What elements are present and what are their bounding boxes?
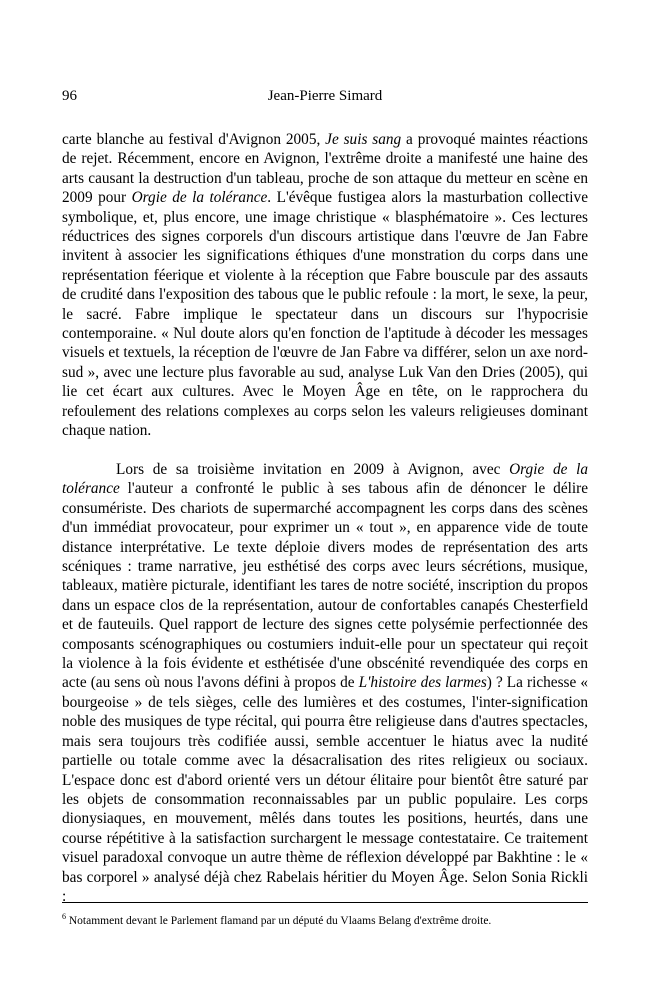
- body-paragraph-1: [62, 130, 588, 441]
- footnote-text: Notamment devant le Parlement flamand par un député du Vlaams Belang d'extrême droite.: [66, 914, 492, 927]
- body-paragraph-2: [62, 460, 588, 906]
- text-span: Lors de sa troisième invitation en 2009 à Avignon, avec: [116, 461, 510, 478]
- footnote: [62, 910, 588, 928]
- footnote-marker: 6: [62, 912, 66, 921]
- text-span: l'auteur a confronté le public à ses tabous afin de dénoncer le délire consumériste. Des chariots de supermarché accompagnent les corps dans des scènes d'un immédiat provocateur, pour exprimer un « tout », en apparence vide de toute distance interprétative. Le texte déploie divers modes de représentation des arts scéniques : trame narrative, jeu esthétisé des corps avec leurs sécrétions, musique, tableaux, matière picturale, identifiant les tares de notre société, inscription du propos dans un espace clos de la représentation, autour de confortables canapés Chesterfield et de fauteuils. Quel rapport de lecture des signes cette polysémie perfectionnée des composants scénographiques ou costumiers induit-elle pour un spectateur qui reçoit la violence à la fois évidente et esthétisée d'une obscénité revendiquée des corps en acte (au sens où nous l'avons défini à propos de: [62, 480, 588, 692]
- running-head-author: Jean-Pierre Simard: [267, 88, 383, 104]
- footnote-divider: [62, 902, 588, 903]
- text-span: a provoqué maintes réactions de rejet. Récemment, encore en Avignon, l'extrême droite a manifesté une haine des arts causant la destruction d'un tableau, proche de son attaque du metteur en scène en 2009 pour: [62, 131, 588, 207]
- running-header: [62, 88, 588, 106]
- play-title: Orgie de la tolérance: [131, 189, 268, 207]
- text-span: carte blanche au festival d'Avignon 2005,: [62, 131, 326, 148]
- play-title: Je suis sang: [325, 131, 402, 148]
- text-span: . L'évêque fustigea alors la masturbation collective symbolique, et, plus encore, une image christique « blasphématoire ». Ces lectures réductrices des signes corporels d'un discours artistique dans l'œuvre de Jan Fabre invitent à associer les significations éthiques d'une monstration du corps dans une représentation féerique et violente à la réception que Fabre bouscule par des assauts de crudité dans l'exposition des tabous que le public refoule : la mort, le sexe, la peur, le sacré. Fabre implique le spectateur dans un discours sur l'hypocrisie contemporaine. « Nul doute alors qu'en fonction de l'aptitude à décoder les messages visuels et textuels, la réception de l'œuvre de Jan Fabre va différer, selon un axe nord-sud », avec une lecture plus favorable au sud, analyse Luk Van den Dries (2005), qui lie cet écart aux cultures. Avec le Moyen Âge en tête, on le rapprochera du refoulement des relations complexes au corps selon les valeurs religieuses dominant chaque nation.: [62, 189, 588, 440]
- play-title: L'histoire des larmes: [358, 674, 487, 692]
- play-title: Orgie de la tolérance: [62, 461, 588, 498]
- page-number: 96: [62, 88, 77, 104]
- text-span: ) ? La richesse « bourgeoise » de tels sièges, celle des lumières et des costumes, l'inter-signification noble des musiques de type récital, qui pourra être religieuse dans d'autres spectacles, mais sera toujours très codifiée aussi, semble accentuer le hiatus avec la nudité partielle ou totale comme avec la désacralisation des rites religieux ou sociaux. L'espace donc est d'abord orienté vers un détour élitaire pour bientôt être saturé par les objets de consommation reconnaissables par un public populaire. Les corps dionysiaques, en mouvement, mêlés dans toutes les positions, heurtés, dans une course répétitive à la satisfaction surchargent le message contestataire. Ce traitement visuel paradoxal convoque un autre thème de réflexion développé par Bakhtine : le « bas corporel » analysé déjà chez Rabelais héritier du Moyen Âge. Selon Sonia Rickli :: [62, 674, 588, 905]
